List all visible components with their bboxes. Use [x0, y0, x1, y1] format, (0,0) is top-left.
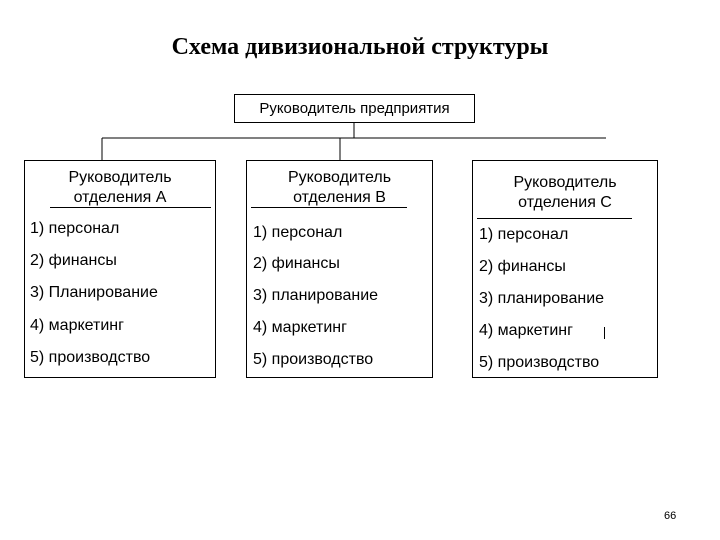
division-b-head-line2: отделения В	[293, 189, 386, 206]
division-a-item-2: 2) финансы	[30, 252, 117, 269]
division-c-separator	[477, 218, 632, 219]
division-b-item-3: 3) планирование	[253, 287, 379, 304]
division-c-head-line1: Руководитель	[513, 174, 617, 191]
division-a-item-3: 3) Планирование	[30, 284, 158, 301]
division-a-head-line1: Руководитель	[68, 169, 172, 186]
division-b-item-1: 1) персонал	[253, 224, 343, 241]
division-c-head	[473, 173, 657, 213]
division-c-item-5: 5) производство	[479, 354, 600, 371]
division-a-item-5: 5) производство	[30, 349, 151, 366]
division-a-separator	[50, 207, 211, 208]
division-a-head-line2: отделения А	[73, 189, 167, 206]
division-c-box	[472, 160, 658, 378]
division-c-head-line2: отделения С	[518, 194, 612, 211]
division-b-item-5: 5) производство	[253, 351, 374, 368]
division-c-tick-mark	[604, 327, 605, 339]
division-c-item-1: 1) персонал	[479, 226, 569, 243]
division-c-item-2: 2) финансы	[479, 258, 566, 275]
division-b-item-2: 2) финансы	[253, 255, 340, 272]
division-c-item-3: 3) планирование	[479, 290, 605, 307]
division-b-item-4: 4) маркетинг	[253, 319, 347, 336]
diagram-title: Схема дивизиональной структуры	[171, 34, 549, 60]
division-a-head	[25, 168, 215, 208]
page-number: 66	[664, 510, 677, 522]
head-box: Руководитель предприятия	[234, 94, 475, 123]
division-a-item-4: 4) маркетинг	[30, 317, 124, 334]
division-c-item-4: 4) маркетинг	[479, 322, 573, 339]
division-b-separator	[251, 207, 407, 208]
division-a-box	[24, 160, 216, 378]
division-b-head	[247, 168, 432, 208]
division-b-box	[246, 160, 433, 378]
division-a-item-1: 1) персонал	[30, 220, 120, 237]
division-b-head-line1: Руководитель	[287, 169, 392, 186]
